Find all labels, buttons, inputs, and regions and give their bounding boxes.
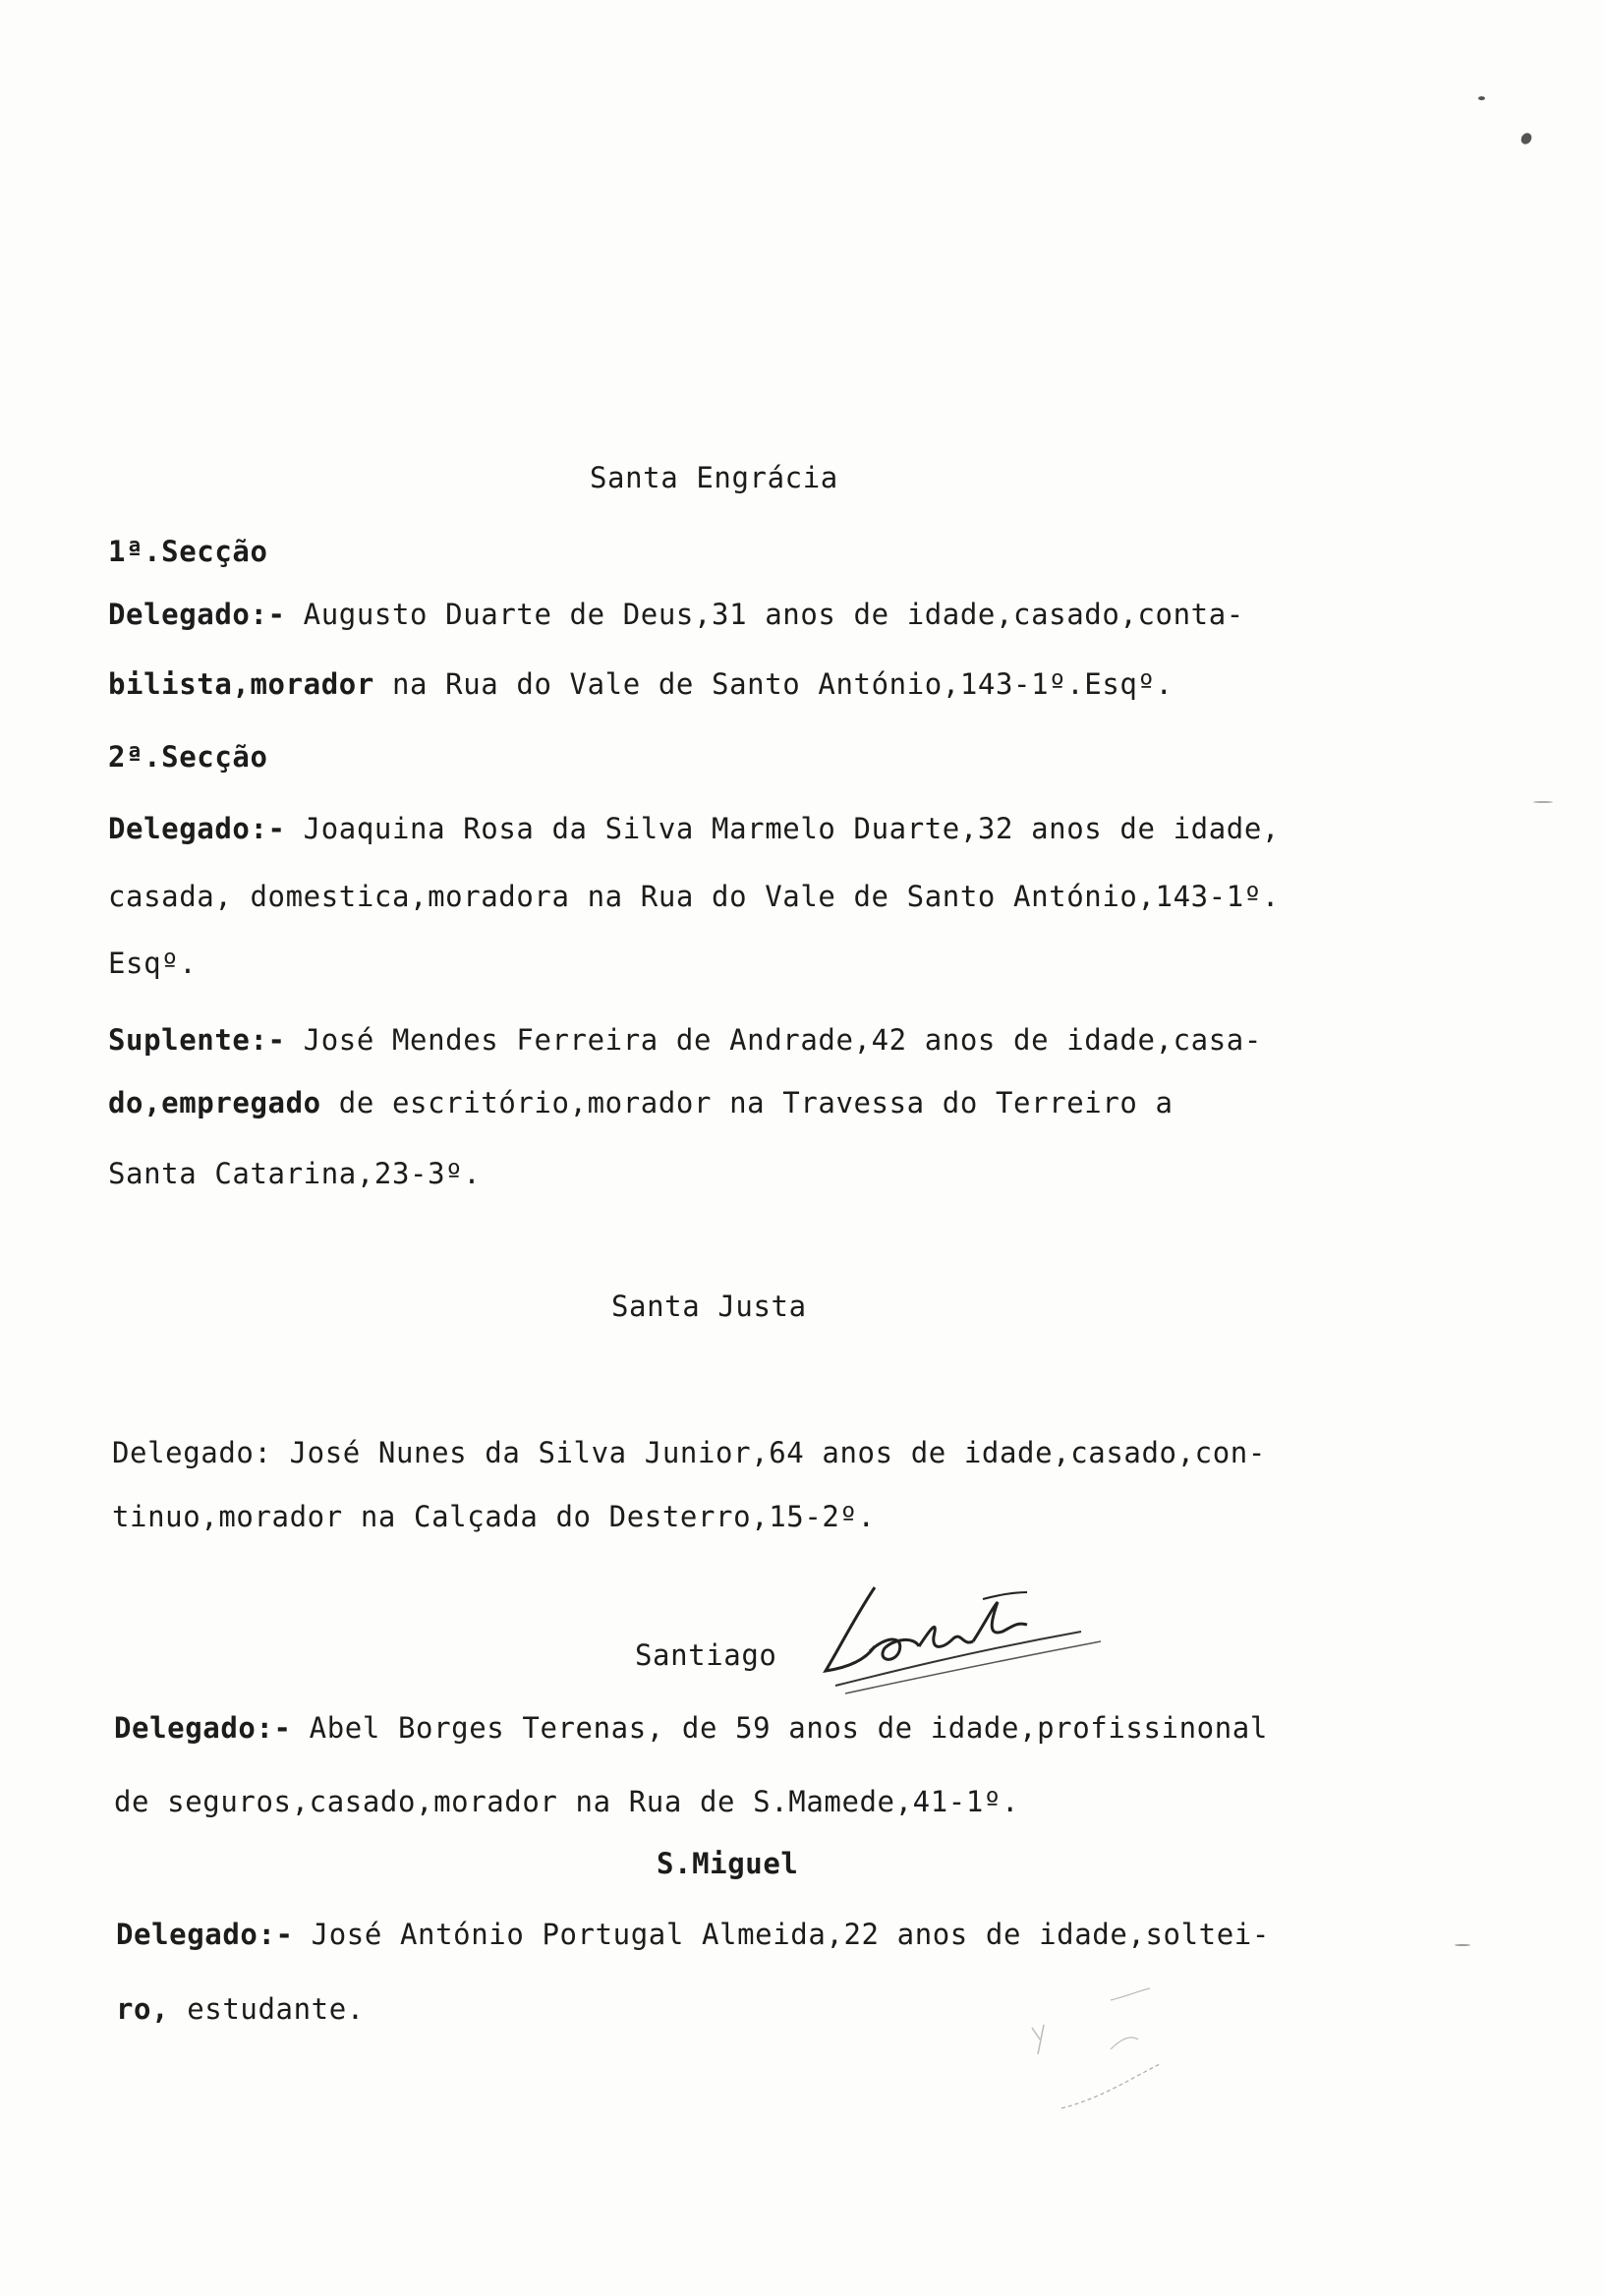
delegado-text: Augusto Duarte de Deus,31 anos de idade,casado,conta-	[285, 598, 1244, 631]
delegado-label: Delegado:-	[108, 598, 286, 631]
section-title-santa-justa: Santa Justa	[611, 1290, 807, 1323]
delegado-text-bold: ro,	[116, 1992, 170, 2026]
santa-justa-delegado-line-1	[112, 1435, 1266, 1470]
santiago-delegado-line-2: de seguros,casado,morador na Rua de S.Mamede,41-1º.	[114, 1785, 1020, 1818]
delegado-text: Joaquina Rosa da Silva Marmelo Duarte,32 anos de idade,	[285, 812, 1280, 845]
seccao-1-delegado-line-1	[108, 597, 1244, 632]
seccao-2-suplente-line-1	[108, 1022, 1262, 1058]
seccao-2-suplente-line-2	[108, 1085, 1174, 1120]
suplente-text: de escritório,morador na Travessa do Terreiro a	[320, 1086, 1174, 1119]
seccao-1-delegado-line-2	[108, 666, 1174, 702]
delegado-label: Delegado:	[112, 1436, 272, 1469]
section-title-santa-engracia: Santa Engrácia	[590, 461, 838, 494]
scan-speck	[1533, 801, 1553, 803]
delegado-label: Delegado:-	[116, 1918, 294, 1951]
section-title-s-miguel: S.Miguel	[657, 1847, 799, 1880]
delegado-label: Delegado:-	[108, 812, 286, 845]
suplente-text-bold: do,empregado	[108, 1086, 321, 1119]
seccao-1-label: 1ª.Secção	[108, 535, 268, 568]
seccao-2-label: 2ª.Secção	[108, 740, 268, 774]
suplente-text: José Mendes Ferreira de Andrade,42 anos de idade,casa-	[285, 1023, 1262, 1057]
pencil-marks	[1022, 1980, 1179, 2118]
handwritten-signature	[816, 1578, 1111, 1705]
santa-justa-delegado-line-2: tinuo,morador na Calçada do Desterro,15-2º.	[112, 1500, 876, 1533]
delegado-text-bold: bilista,morador	[108, 667, 374, 701]
section-title-santiago: Santiago	[635, 1638, 777, 1672]
s-miguel-delegado-line-1	[116, 1917, 1270, 1952]
suplente-label: Suplente:-	[108, 1023, 286, 1057]
delegado-text: na Rua do Vale de Santo António,143-1º.Esqº.	[373, 667, 1174, 701]
scan-speck	[1478, 96, 1485, 100]
santiago-delegado-line-1	[114, 1710, 1268, 1746]
delegado-text: José Nunes da Silva Junior,64 anos de idade,casado,con-	[271, 1436, 1266, 1469]
scan-speck	[1518, 131, 1533, 146]
delegado-text: estudante.	[169, 1992, 365, 2026]
seccao-2-delegado-line-3: Esqº.	[108, 947, 198, 980]
s-miguel-delegado-line-2	[116, 1991, 365, 2027]
scan-speck	[1455, 1944, 1470, 1946]
seccao-2-delegado-line-1	[108, 811, 1280, 846]
delegado-label: Delegado:-	[114, 1711, 292, 1745]
delegado-text: José António Portugal Almeida,22 anos de idade,soltei-	[293, 1918, 1270, 1951]
seccao-2-suplente-line-3: Santa Catarina,23-3º.	[108, 1157, 482, 1190]
delegado-text: Abel Borges Terenas, de 59 anos de idade,profissinonal	[291, 1711, 1268, 1745]
seccao-2-delegado-line-2: casada, domestica,moradora na Rua do Vale de Santo António,143-1º.	[108, 880, 1280, 913]
